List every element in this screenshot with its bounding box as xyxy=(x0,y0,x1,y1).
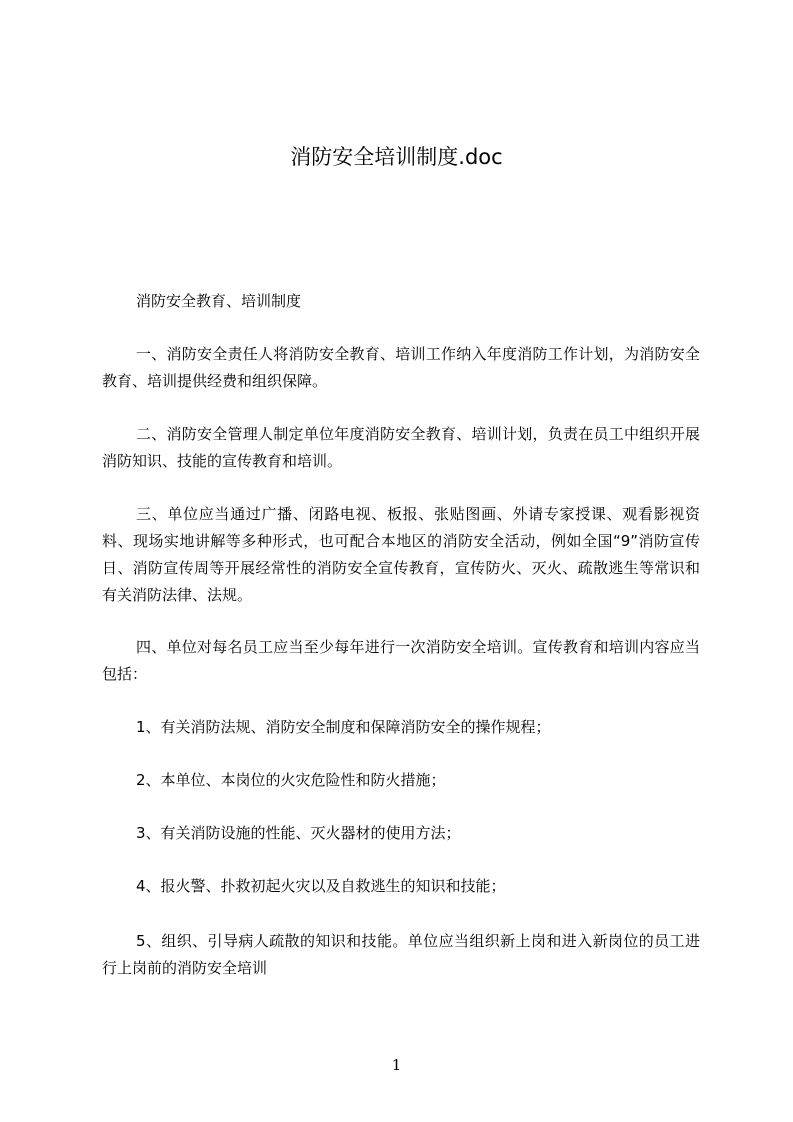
list-item-2: 2、本单位、本岗位的火灾危险性和防火措施； xyxy=(136,771,446,789)
paragraph-3: 三、单位应当通过广播、闭路电视、板报、张贴图画、外请专家授课、观看影视资料、现场实地讲解等多种形式，也可配合本地区的消防安全活动，例如全国“9”消防宣传日、消防宣传周等开展经常性的消防安全宣传教育，宣传防火、灭火、疏散逃生等常识和有关消防法律、法规。 xyxy=(102,505,700,604)
list-item-3: 3、有关消防设施的性能、灭火器材的使用方法； xyxy=(136,824,461,842)
page-number: 1 xyxy=(391,1056,402,1074)
paragraph-4: 四、单位对每名员工应当至少每年进行一次消防安全培训。宣传教育和培训内容应当包括： xyxy=(102,638,700,683)
list-item-1: 1、有关消防法规、消防安全制度和保障消防安全的操作规程； xyxy=(136,718,551,736)
paragraph-1: 一、消防安全责任人将消防安全教育、培训工作纳入年度消防工作计划，为消防安全教育、培训提供经费和组织保障。 xyxy=(102,345,700,390)
list-item-5: 5、组织、引导病人疏散的知识和技能。单位应当组织新上岗和进入新岗位的员工进行上岗前的消防安全培训 xyxy=(102,932,700,977)
document-title: 消防安全培训制度.doc xyxy=(290,145,503,169)
list-item-4: 4、报火警、扑救初起火灾以及自救逃生的知识和技能； xyxy=(136,877,506,895)
section-heading: 消防安全教育、培训制度 xyxy=(136,292,302,310)
paragraph-2: 二、消防安全管理人制定单位年度消防安全教育、培训计划，负责在员工中组织开展消防知识、技能的宣传教育和培训。 xyxy=(102,425,700,470)
